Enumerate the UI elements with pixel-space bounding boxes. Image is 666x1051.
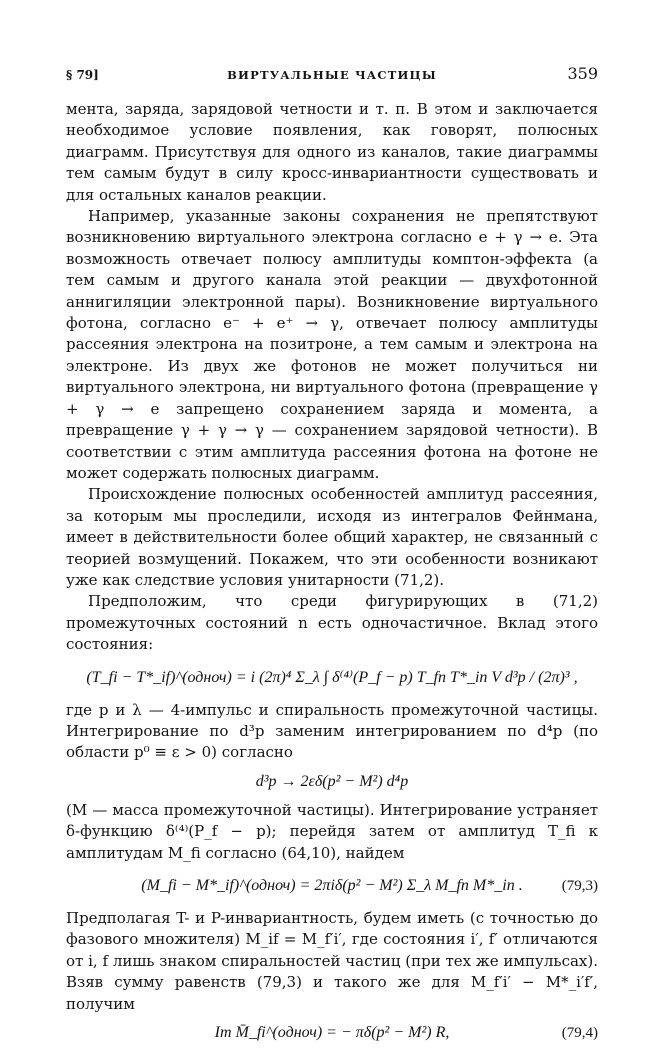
section-ref: § 79] xyxy=(66,68,99,82)
paragraph-1: мента, заряда, зарядовой четности и т. п. В этом и заключается необходимое условие появления, как говорят, полюсных диаграмм. Присутствуя для одного из каналов, такие диаграммы тем самым будут в силу кросс-инвариантности существовать и для остальных каналов реакции. xyxy=(66,100,598,204)
equation-number: (79,4) xyxy=(561,1025,598,1042)
chapter-title: ВИРТУАЛЬНЫЕ ЧАСТИЦЫ xyxy=(227,68,437,82)
book-page xyxy=(66,62,598,1051)
paragraph-7: Предполагая T- и P-инвариантность, будем иметь (с точностью до фазового множителя) M_if = M_f′i′, где состояния i′, f′ отличаются от i, f лишь знаком спиральностей частиц (при тех же импульсах). Взяв сумму равенств (79,3) и такого же для M_f′i′ − M*_i′f′, получим xyxy=(66,909,598,1013)
equation-text: (T_fi − T*_if)^(одноч) = i (2π)⁴ Σ_λ ∫ δ⁽⁴⁾(P_f − p) T_fn T*_in V d³p / (2π)³ , xyxy=(86,668,578,686)
equation-d3p xyxy=(66,764,598,800)
equation-text: Im M̄_fi^(одноч) = − πδ(p² − M²) R, xyxy=(214,1024,450,1042)
page-body xyxy=(66,99,598,1051)
equation-number: (79,3) xyxy=(561,878,598,894)
equation-79-3 xyxy=(66,864,598,908)
paragraph-5: где p и λ — 4-импульс и спиральность промежуточной частицы. Интегрирование по d³p заменим интегрированием по d⁴p (по области p⁰ ≡ ε > 0) согласно xyxy=(66,700,598,762)
page-number: 359 xyxy=(567,64,598,83)
equation-text: d³p → 2εδ(p² − M²) d⁴p xyxy=(255,772,409,790)
paragraph-2: Например, указанные законы сохранения не препятствуют возникновению виртуального электрона согласно e + γ → e. Эта возможность отвечает полюсу амплитуды комптон-эффекта (а тем самым и другого канала этой реакции — двухфотонной аннигиляции электронной пары). Возникновение виртуального фотона, согласно e⁻ + e⁺ → γ, отвечает полюсу амплитуды рассеяния электрона на позитроне, а тем самым и электрона на электроне. Из двух же фотонов не может получиться ни виртуального электрона, ни виртуального фотона (превращение γ + γ → e запрещено сохранением заряда и момента, а превращение γ + γ → γ — сохранением зарядовой четности). В соответствии с этим амплитуда рассеяния фотона на фотоне не может содержать полюсных диаграмм. xyxy=(66,207,598,482)
running-header xyxy=(66,62,598,84)
equation-text: (M_fi − M*_if)^(одноч) = 2πiδ(p² − M²) Σ_λ M_fn M*_in . xyxy=(141,877,523,894)
paragraph-3: Происхождение полюсных особенностей амплитуд рассеяния, за которым мы проследили, исходя из интегралов Фейнмана, имеет в действительности более общий характер, не связанный с теорией возмущений. Покажем, что эти особенности возникают уже как следствие условия унитарности (71,2). xyxy=(66,485,598,589)
paragraph-4: Предположим, что среди фигурирующих в (71,2) промежуточных состояний n есть одночастичное. Вклад этого состояния: xyxy=(66,592,598,654)
paragraph-6: (M — масса промежуточной частицы). Интегрирование устраняет δ-функцию δ⁽⁴⁾(P_f − p); перейдя затем от амплитуд T_fi к амплитудам M_fi согласно (64,10), найдем xyxy=(66,800,598,862)
equation-79-4 xyxy=(66,1015,598,1051)
equation-vklad xyxy=(66,656,598,700)
